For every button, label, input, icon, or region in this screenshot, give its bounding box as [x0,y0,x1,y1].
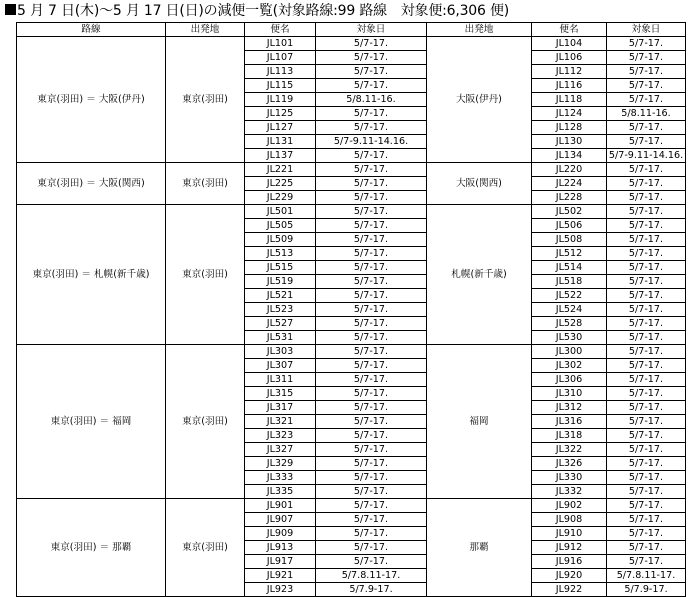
flight-number-cell: JL917 [245,555,316,569]
origin-cell: 東京(羽田) [166,499,245,597]
flight-number-cell: JL119 [245,93,316,107]
return-target-dates-cell: 5/7-17. [607,541,686,555]
return-flight-number-cell: JL524 [532,303,607,317]
return-origin-cell: 大阪(伊丹) [427,37,532,163]
return-flight-number-cell: JL920 [532,569,607,583]
return-origin-cell: 福岡 [427,345,532,499]
header-origin-outbound: 出発地 [166,23,245,37]
return-flight-number-cell: JL916 [532,555,607,569]
return-flight-number-cell: JL106 [532,51,607,65]
flight-number-cell: JL921 [245,569,316,583]
return-flight-number-cell: JL332 [532,485,607,499]
target-dates-cell: 5/7-17. [316,513,427,527]
target-dates-cell: 5/7-17. [316,387,427,401]
target-dates-cell: 5/7-17. [316,275,427,289]
target-dates-cell: 5/7-17. [316,443,427,457]
return-target-dates-cell: 5/7-17. [607,191,686,205]
target-dates-cell: 5/7-17. [316,429,427,443]
target-dates-cell: 5/7-17. [316,471,427,485]
target-dates-cell: 5/7-17. [316,163,427,177]
flight-number-cell: JL115 [245,79,316,93]
flight-number-cell: JL513 [245,247,316,261]
target-dates-cell: 5/7-17. [316,415,427,429]
return-target-dates-cell: 5/7-17. [607,219,686,233]
return-flight-number-cell: JL522 [532,289,607,303]
return-origin-cell: 大阪(関西) [427,163,532,205]
target-dates-cell: 5/7-17. [316,65,427,79]
target-dates-cell: 5/7-17. [316,37,427,51]
target-dates-cell: 5/7-17. [316,247,427,261]
return-flight-number-cell: JL104 [532,37,607,51]
return-target-dates-cell: 5/7-17. [607,429,686,443]
return-target-dates-cell: 5/7-17. [607,359,686,373]
return-flight-number-cell: JL228 [532,191,607,205]
return-target-dates-cell: 5/7-17. [607,555,686,569]
flight-number-cell: JL131 [245,135,316,149]
return-target-dates-cell: 5/7-17. [607,499,686,513]
header-origin-return: 出発地 [427,23,532,37]
origin-cell: 東京(羽田) [166,163,245,205]
flight-number-cell: JL137 [245,149,316,163]
return-flight-number-cell: JL508 [532,233,607,247]
target-dates-cell: 5/7-17. [316,401,427,415]
flight-number-cell: JL519 [245,275,316,289]
target-dates-cell: 5/7-17. [316,331,427,345]
return-target-dates-cell: 5/7-17. [607,331,686,345]
target-dates-cell: 5/7-17. [316,233,427,247]
flight-number-cell: JL107 [245,51,316,65]
return-target-dates-cell: 5/7-17. [607,121,686,135]
target-dates-cell: 5/7.8.11-17. [316,569,427,583]
return-flight-number-cell: JL326 [532,457,607,471]
return-target-dates-cell: 5/7-17. [607,289,686,303]
target-dates-cell: 5/7-17. [316,149,427,163]
flight-number-cell: JL101 [245,37,316,51]
flight-number-cell: JL311 [245,373,316,387]
return-flight-number-cell: JL316 [532,415,607,429]
return-flight-number-cell: JL514 [532,261,607,275]
return-target-dates-cell: 5/7-17. [607,247,686,261]
target-dates-cell: 5/7-17. [316,79,427,93]
return-flight-number-cell: JL502 [532,205,607,219]
return-target-dates-cell: 5/7.9-17. [607,583,686,597]
return-target-dates-cell: 5/7-17. [607,443,686,457]
return-target-dates-cell: 5/7-17. [607,177,686,191]
target-dates-cell: 5/8.11-16. [316,93,427,107]
flight-number-cell: JL229 [245,191,316,205]
return-target-dates-cell: 5/7-17. [607,303,686,317]
flight-number-cell: JL333 [245,471,316,485]
return-flight-number-cell: JL112 [532,65,607,79]
return-target-dates-cell: 5/7-17. [607,205,686,219]
return-target-dates-cell: 5/7-17. [607,275,686,289]
return-origin-cell: 那覇 [427,499,532,597]
flight-number-cell: JL329 [245,457,316,471]
flight-number-cell: JL127 [245,121,316,135]
return-flight-number-cell: JL116 [532,79,607,93]
header-dates-outbound: 対象日 [316,23,427,37]
page-title-text: 5 月 7 日(木)〜5 月 17 日(日)の減便一覧(対象路線:99 路線 対象便:6,306 便) [17,3,510,19]
target-dates-cell: 5/7-17. [316,261,427,275]
return-flight-number-cell: JL506 [532,219,607,233]
return-target-dates-cell: 5/7-17. [607,373,686,387]
flight-number-cell: JL335 [245,485,316,499]
return-target-dates-cell: 5/7-17. [607,233,686,247]
return-target-dates-cell: 5/7-17. [607,317,686,331]
flight-number-cell: JL923 [245,583,316,597]
flight-number-cell: JL521 [245,289,316,303]
target-dates-cell: 5/7-17. [316,527,427,541]
return-target-dates-cell: 5/7-17. [607,79,686,93]
return-flight-number-cell: JL310 [532,387,607,401]
origin-cell: 東京(羽田) [166,345,245,499]
route-cell: 東京(羽田) ＝ 福岡 [17,345,166,499]
return-target-dates-cell: 5/7-17. [607,485,686,499]
return-target-dates-cell: 5/7-17. [607,135,686,149]
flight-number-cell: JL501 [245,205,316,219]
return-flight-number-cell: JL902 [532,499,607,513]
return-flight-number-cell: JL312 [532,401,607,415]
table-row [17,205,686,219]
return-target-dates-cell: 5/7-17. [607,527,686,541]
return-flight-number-cell: JL128 [532,121,607,135]
target-dates-cell: 5/7-17. [316,317,427,331]
target-dates-cell: 5/7-17. [316,51,427,65]
return-target-dates-cell: 5/7.8.11-17. [607,569,686,583]
return-flight-number-cell: JL518 [532,275,607,289]
return-target-dates-cell: 5/7-17. [607,261,686,275]
return-flight-number-cell: JL910 [532,527,607,541]
flight-number-cell: JL515 [245,261,316,275]
return-flight-number-cell: JL530 [532,331,607,345]
return-target-dates-cell: 5/7-17. [607,51,686,65]
target-dates-cell: 5/7-17. [316,457,427,471]
return-flight-number-cell: JL300 [532,345,607,359]
target-dates-cell: 5/7.9-17. [316,583,427,597]
target-dates-cell: 5/7-17. [316,499,427,513]
flight-reduction-table [16,22,686,597]
flight-number-cell: JL307 [245,359,316,373]
return-origin-cell: 札幌(新千歳) [427,205,532,345]
table-row [17,37,686,51]
return-flight-number-cell: JL908 [532,513,607,527]
flight-number-cell: JL531 [245,331,316,345]
target-dates-cell: 5/7-17. [316,107,427,121]
header-flight-outbound: 便名 [245,23,316,37]
header-route: 路線 [17,23,166,37]
flight-number-cell: JL321 [245,415,316,429]
table-row [17,499,686,513]
flight-number-cell: JL303 [245,345,316,359]
return-flight-number-cell: JL118 [532,93,607,107]
target-dates-cell: 5/7-17. [316,191,427,205]
target-dates-cell: 5/7-17. [316,289,427,303]
flight-number-cell: JL125 [245,107,316,121]
return-flight-number-cell: JL322 [532,443,607,457]
origin-cell: 東京(羽田) [166,37,245,163]
return-flight-number-cell: JL318 [532,429,607,443]
header-dates-return: 対象日 [607,23,686,37]
return-target-dates-cell: 5/7-17. [607,65,686,79]
route-cell: 東京(羽田) ＝ 大阪(伊丹) [17,37,166,163]
return-target-dates-cell: 5/7-17. [607,345,686,359]
target-dates-cell: 5/7-17. [316,303,427,317]
flight-number-cell: JL317 [245,401,316,415]
header-flight-return: 便名 [532,23,607,37]
table-row [17,345,686,359]
flight-number-cell: JL909 [245,527,316,541]
target-dates-cell: 5/7-17. [316,373,427,387]
return-flight-number-cell: JL224 [532,177,607,191]
return-flight-number-cell: JL302 [532,359,607,373]
flight-number-cell: JL527 [245,317,316,331]
flight-number-cell: JL225 [245,177,316,191]
flight-number-cell: JL907 [245,513,316,527]
flight-number-cell: JL505 [245,219,316,233]
return-flight-number-cell: JL134 [532,149,607,163]
table-body [17,37,686,597]
return-flight-number-cell: JL528 [532,317,607,331]
page-title [5,1,509,21]
return-flight-number-cell: JL330 [532,471,607,485]
return-flight-number-cell: JL306 [532,373,607,387]
origin-cell: 東京(羽田) [166,205,245,345]
flight-number-cell: JL323 [245,429,316,443]
return-target-dates-cell: 5/7-17. [607,415,686,429]
flight-number-cell: JL509 [245,233,316,247]
return-target-dates-cell: 5/7-17. [607,471,686,485]
return-target-dates-cell: 5/7-17. [607,37,686,51]
return-target-dates-cell: 5/7-17. [607,387,686,401]
return-flight-number-cell: JL130 [532,135,607,149]
return-flight-number-cell: JL512 [532,247,607,261]
route-cell: 東京(羽田) ＝ 大阪(関西) [17,163,166,205]
flight-number-cell: JL221 [245,163,316,177]
target-dates-cell: 5/7-17. [316,177,427,191]
target-dates-cell: 5/7-17. [316,541,427,555]
flight-number-cell: JL113 [245,65,316,79]
flight-number-cell: JL913 [245,541,316,555]
target-dates-cell: 5/7-17. [316,485,427,499]
return-target-dates-cell: 5/7-17. [607,163,686,177]
table-row [17,163,686,177]
return-target-dates-cell: 5/7-17. [607,513,686,527]
return-target-dates-cell: 5/8.11-16. [607,107,686,121]
target-dates-cell: 5/7-17. [316,359,427,373]
square-bullet-icon [5,4,16,15]
return-flight-number-cell: JL922 [532,583,607,597]
route-cell: 東京(羽田) ＝ 札幌(新千歳) [17,205,166,345]
flight-number-cell: JL523 [245,303,316,317]
target-dates-cell: 5/7-17. [316,121,427,135]
return-target-dates-cell: 5/7-17. [607,93,686,107]
flight-number-cell: JL327 [245,443,316,457]
target-dates-cell: 5/7-17. [316,219,427,233]
return-target-dates-cell: 5/7-17. [607,401,686,415]
target-dates-cell: 5/7-9.11-14.16. [316,135,427,149]
flight-number-cell: JL315 [245,387,316,401]
return-target-dates-cell: 5/7-17. [607,457,686,471]
return-flight-number-cell: JL912 [532,541,607,555]
route-cell: 東京(羽田) ＝ 那覇 [17,499,166,597]
target-dates-cell: 5/7-17. [316,555,427,569]
target-dates-cell: 5/7-17. [316,205,427,219]
return-target-dates-cell: 5/7-9.11-14.16. [607,149,686,163]
return-flight-number-cell: JL220 [532,163,607,177]
flight-number-cell: JL901 [245,499,316,513]
table-header-row [17,23,686,37]
target-dates-cell: 5/7-17. [316,345,427,359]
return-flight-number-cell: JL124 [532,107,607,121]
